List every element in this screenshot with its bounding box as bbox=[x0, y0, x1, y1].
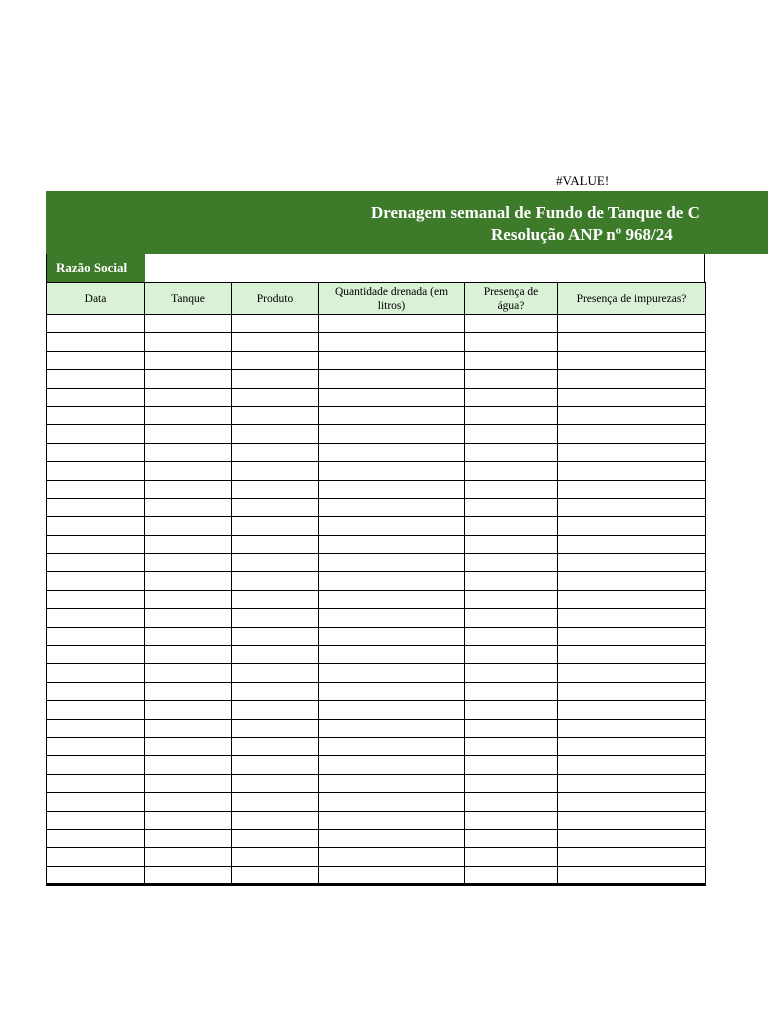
table-cell[interactable] bbox=[145, 609, 232, 627]
table-cell[interactable] bbox=[465, 333, 558, 351]
table-row bbox=[47, 848, 706, 866]
table-cell[interactable] bbox=[145, 554, 232, 572]
table-cell[interactable] bbox=[558, 590, 706, 608]
table-cell[interactable] bbox=[145, 701, 232, 719]
table-cell[interactable] bbox=[47, 848, 145, 866]
razao-social-label: Razão Social bbox=[47, 254, 145, 282]
table-cell[interactable] bbox=[319, 590, 465, 608]
table-cell[interactable] bbox=[145, 406, 232, 424]
table-row bbox=[47, 480, 706, 498]
table-cell[interactable] bbox=[47, 664, 145, 682]
table-cell[interactable] bbox=[465, 646, 558, 664]
table-cell[interactable] bbox=[47, 719, 145, 737]
table-cell[interactable] bbox=[145, 646, 232, 664]
table-cell[interactable] bbox=[465, 498, 558, 516]
table-cell[interactable] bbox=[558, 315, 706, 333]
table-cell[interactable] bbox=[465, 609, 558, 627]
table-cell[interactable] bbox=[232, 774, 319, 792]
table-cell[interactable] bbox=[145, 462, 232, 480]
table-cell[interactable] bbox=[232, 737, 319, 755]
document-subtitle: Resolução ANP nº 968/24 bbox=[491, 225, 673, 244]
table-cell[interactable] bbox=[465, 480, 558, 498]
table-cell[interactable] bbox=[47, 646, 145, 664]
table-cell[interactable] bbox=[47, 866, 145, 884]
table-cell[interactable] bbox=[319, 701, 465, 719]
table-cell[interactable] bbox=[558, 866, 706, 884]
table-cell[interactable] bbox=[465, 701, 558, 719]
table-cell[interactable] bbox=[47, 627, 145, 645]
table-row bbox=[47, 793, 706, 811]
table-cell[interactable] bbox=[145, 737, 232, 755]
table-cell[interactable] bbox=[145, 719, 232, 737]
table-cell[interactable] bbox=[232, 462, 319, 480]
table-cell[interactable] bbox=[145, 315, 232, 333]
table-cell[interactable] bbox=[319, 774, 465, 792]
table-cell[interactable] bbox=[465, 315, 558, 333]
table-cell[interactable] bbox=[47, 572, 145, 590]
table-cell[interactable] bbox=[319, 866, 465, 884]
table-cell[interactable] bbox=[232, 425, 319, 443]
table-cell[interactable] bbox=[319, 517, 465, 535]
table-cell[interactable] bbox=[465, 664, 558, 682]
table-cell[interactable] bbox=[319, 572, 465, 590]
table-cell[interactable] bbox=[47, 793, 145, 811]
table-cell[interactable] bbox=[465, 848, 558, 866]
table-cell[interactable] bbox=[232, 498, 319, 516]
column-header-agua: Presença de água? bbox=[465, 283, 558, 315]
table-row bbox=[47, 517, 706, 535]
table-row bbox=[47, 664, 706, 682]
razao-social-row bbox=[46, 254, 705, 282]
table-cell[interactable] bbox=[47, 480, 145, 498]
table-cell[interactable] bbox=[47, 315, 145, 333]
table-cell[interactable] bbox=[47, 756, 145, 774]
table-cell[interactable] bbox=[319, 646, 465, 664]
table-cell[interactable] bbox=[558, 572, 706, 590]
table-row bbox=[47, 351, 706, 369]
table-cell[interactable] bbox=[558, 737, 706, 755]
table-cell[interactable] bbox=[232, 811, 319, 829]
table-cell[interactable] bbox=[145, 590, 232, 608]
table-row bbox=[47, 774, 706, 792]
table-cell[interactable] bbox=[319, 406, 465, 424]
table-cell[interactable] bbox=[465, 388, 558, 406]
table-cell[interactable] bbox=[232, 646, 319, 664]
table-cell[interactable] bbox=[465, 535, 558, 553]
table-cell[interactable] bbox=[145, 829, 232, 847]
table-row bbox=[47, 719, 706, 737]
table-cell[interactable] bbox=[558, 480, 706, 498]
table-cell[interactable] bbox=[558, 829, 706, 847]
table-header-row bbox=[47, 283, 706, 315]
table-cell[interactable] bbox=[465, 351, 558, 369]
table-cell[interactable] bbox=[47, 811, 145, 829]
table-cell[interactable] bbox=[47, 443, 145, 461]
table-cell[interactable] bbox=[232, 480, 319, 498]
table-cell[interactable] bbox=[47, 425, 145, 443]
table-row bbox=[47, 462, 706, 480]
table-cell[interactable] bbox=[558, 701, 706, 719]
table-cell[interactable] bbox=[232, 351, 319, 369]
column-header-tanque: Tanque bbox=[145, 283, 232, 315]
table-cell[interactable] bbox=[145, 682, 232, 700]
table-cell[interactable] bbox=[145, 535, 232, 553]
table-cell[interactable] bbox=[319, 333, 465, 351]
table-cell[interactable] bbox=[319, 351, 465, 369]
table-cell[interactable] bbox=[465, 627, 558, 645]
table-cell[interactable] bbox=[319, 737, 465, 755]
table-cell[interactable] bbox=[319, 535, 465, 553]
table-cell[interactable] bbox=[465, 719, 558, 737]
table-cell[interactable] bbox=[558, 609, 706, 627]
table-cell[interactable] bbox=[319, 498, 465, 516]
table-cell[interactable] bbox=[47, 351, 145, 369]
table-cell[interactable] bbox=[558, 425, 706, 443]
table-cell[interactable] bbox=[232, 664, 319, 682]
table-cell[interactable] bbox=[145, 793, 232, 811]
table-cell[interactable] bbox=[319, 388, 465, 406]
drainage-table bbox=[46, 282, 706, 886]
table-cell[interactable] bbox=[232, 701, 319, 719]
table-row bbox=[47, 315, 706, 333]
table-row bbox=[47, 554, 706, 572]
table-cell[interactable] bbox=[319, 664, 465, 682]
table-cell[interactable] bbox=[558, 719, 706, 737]
table-cell[interactable] bbox=[145, 774, 232, 792]
table-cell[interactable] bbox=[145, 351, 232, 369]
table-cell[interactable] bbox=[558, 351, 706, 369]
table-cell[interactable] bbox=[465, 774, 558, 792]
table-cell[interactable] bbox=[145, 627, 232, 645]
table-row bbox=[47, 701, 706, 719]
table-cell[interactable] bbox=[232, 590, 319, 608]
table-row bbox=[47, 406, 706, 424]
table-cell[interactable] bbox=[319, 756, 465, 774]
table-cell[interactable] bbox=[558, 793, 706, 811]
table-cell[interactable] bbox=[47, 498, 145, 516]
table-cell[interactable] bbox=[558, 333, 706, 351]
table-cell[interactable] bbox=[47, 609, 145, 627]
table-cell[interactable] bbox=[558, 517, 706, 535]
table-cell[interactable] bbox=[47, 554, 145, 572]
table-cell[interactable] bbox=[232, 315, 319, 333]
table-cell[interactable] bbox=[47, 829, 145, 847]
table-cell[interactable] bbox=[47, 462, 145, 480]
table-cell[interactable] bbox=[319, 554, 465, 572]
table-cell[interactable] bbox=[319, 425, 465, 443]
table-cell[interactable] bbox=[558, 370, 706, 388]
table-cell[interactable] bbox=[145, 480, 232, 498]
table-cell[interactable] bbox=[319, 719, 465, 737]
table-cell[interactable] bbox=[558, 388, 706, 406]
table-cell[interactable] bbox=[47, 701, 145, 719]
table-cell[interactable] bbox=[558, 627, 706, 645]
table-cell[interactable] bbox=[558, 664, 706, 682]
table-cell[interactable] bbox=[558, 774, 706, 792]
table-cell[interactable] bbox=[319, 682, 465, 700]
table-row bbox=[47, 682, 706, 700]
table-cell[interactable] bbox=[232, 793, 319, 811]
table-cell[interactable] bbox=[319, 480, 465, 498]
table-row bbox=[47, 627, 706, 645]
table-cell[interactable] bbox=[319, 811, 465, 829]
table-row bbox=[47, 756, 706, 774]
table-cell[interactable] bbox=[558, 756, 706, 774]
table-cell[interactable] bbox=[145, 866, 232, 884]
table-cell[interactable] bbox=[319, 443, 465, 461]
table-cell[interactable] bbox=[465, 737, 558, 755]
table-cell[interactable] bbox=[465, 554, 558, 572]
table-cell[interactable] bbox=[47, 406, 145, 424]
table-cell[interactable] bbox=[465, 682, 558, 700]
table-cell[interactable] bbox=[232, 388, 319, 406]
table-cell[interactable] bbox=[465, 572, 558, 590]
table-cell[interactable] bbox=[319, 793, 465, 811]
table-cell[interactable] bbox=[465, 866, 558, 884]
column-header-data: Data bbox=[47, 283, 145, 315]
table-row bbox=[47, 646, 706, 664]
table-cell[interactable] bbox=[145, 425, 232, 443]
table-cell[interactable] bbox=[465, 829, 558, 847]
table-row bbox=[47, 609, 706, 627]
table-cell[interactable] bbox=[232, 609, 319, 627]
table-cell[interactable] bbox=[232, 682, 319, 700]
table-cell[interactable] bbox=[319, 462, 465, 480]
table-cell[interactable] bbox=[465, 462, 558, 480]
table-cell[interactable] bbox=[47, 517, 145, 535]
document-title: Drenagem semanal de Fundo de Tanque de C bbox=[371, 203, 700, 222]
table-cell[interactable] bbox=[145, 664, 232, 682]
table-cell[interactable] bbox=[232, 866, 319, 884]
table-row bbox=[47, 737, 706, 755]
table-cell[interactable] bbox=[145, 848, 232, 866]
table-cell[interactable] bbox=[47, 535, 145, 553]
table-cell[interactable] bbox=[145, 811, 232, 829]
table-row bbox=[47, 535, 706, 553]
table-cell[interactable] bbox=[558, 554, 706, 572]
table-cell[interactable] bbox=[145, 517, 232, 535]
table-body bbox=[47, 315, 706, 885]
table-cell[interactable] bbox=[232, 535, 319, 553]
table-cell[interactable] bbox=[232, 554, 319, 572]
table-cell[interactable] bbox=[145, 388, 232, 406]
table-cell[interactable] bbox=[47, 388, 145, 406]
table-cell[interactable] bbox=[558, 462, 706, 480]
table-cell[interactable] bbox=[465, 811, 558, 829]
table-cell[interactable] bbox=[558, 682, 706, 700]
table-row bbox=[47, 829, 706, 847]
table-cell[interactable] bbox=[145, 498, 232, 516]
table-cell[interactable] bbox=[232, 333, 319, 351]
table-cell[interactable] bbox=[465, 590, 558, 608]
table-cell[interactable] bbox=[232, 756, 319, 774]
table-cell[interactable] bbox=[47, 370, 145, 388]
table-cell[interactable] bbox=[47, 737, 145, 755]
table-row bbox=[47, 388, 706, 406]
table-cell[interactable] bbox=[232, 829, 319, 847]
table-cell[interactable] bbox=[47, 774, 145, 792]
table-cell[interactable] bbox=[465, 756, 558, 774]
table-cell[interactable] bbox=[558, 535, 706, 553]
table-cell[interactable] bbox=[47, 590, 145, 608]
title-banner bbox=[46, 191, 768, 254]
table-cell[interactable] bbox=[232, 517, 319, 535]
table-row bbox=[47, 498, 706, 516]
razao-social-input[interactable] bbox=[145, 254, 704, 282]
column-header-impurezas: Presença de impurezas? bbox=[558, 283, 706, 315]
table-cell[interactable] bbox=[319, 627, 465, 645]
error-value-cell[interactable]: #VALUE! bbox=[556, 173, 610, 188]
table-cell[interactable] bbox=[145, 443, 232, 461]
table-row bbox=[47, 425, 706, 443]
table-cell[interactable] bbox=[465, 406, 558, 424]
table-cell[interactable] bbox=[232, 719, 319, 737]
table-cell[interactable] bbox=[232, 443, 319, 461]
table-cell[interactable] bbox=[232, 406, 319, 424]
table-cell[interactable] bbox=[558, 498, 706, 516]
table-row bbox=[47, 811, 706, 829]
table-row bbox=[47, 333, 706, 351]
table-cell[interactable] bbox=[465, 425, 558, 443]
table-cell[interactable] bbox=[465, 370, 558, 388]
table-cell[interactable] bbox=[145, 370, 232, 388]
table-cell[interactable] bbox=[47, 333, 145, 351]
table-cell[interactable] bbox=[145, 333, 232, 351]
table-cell[interactable] bbox=[232, 572, 319, 590]
table-row bbox=[47, 370, 706, 388]
table-cell[interactable] bbox=[558, 646, 706, 664]
table-cell[interactable] bbox=[558, 811, 706, 829]
table-cell[interactable] bbox=[232, 627, 319, 645]
table-row bbox=[47, 590, 706, 608]
table-cell[interactable] bbox=[465, 443, 558, 461]
table-cell[interactable] bbox=[558, 443, 706, 461]
table-cell[interactable] bbox=[232, 370, 319, 388]
table-cell[interactable] bbox=[465, 517, 558, 535]
table-cell[interactable] bbox=[319, 315, 465, 333]
table-cell[interactable] bbox=[319, 848, 465, 866]
table-cell[interactable] bbox=[232, 848, 319, 866]
table-cell[interactable] bbox=[47, 682, 145, 700]
table-cell[interactable] bbox=[319, 609, 465, 627]
column-header-quantidade: Quantidade drenada (em litros) bbox=[319, 283, 465, 315]
table-cell[interactable] bbox=[319, 370, 465, 388]
table-row bbox=[47, 443, 706, 461]
table-row bbox=[47, 572, 706, 590]
drainage-sheet bbox=[46, 254, 705, 886]
table-cell[interactable] bbox=[558, 848, 706, 866]
table-cell[interactable] bbox=[319, 829, 465, 847]
table-cell[interactable] bbox=[145, 572, 232, 590]
table-row bbox=[47, 866, 706, 884]
table-cell[interactable] bbox=[145, 756, 232, 774]
table-cell[interactable] bbox=[558, 406, 706, 424]
column-header-produto: Produto bbox=[232, 283, 319, 315]
table-cell[interactable] bbox=[465, 793, 558, 811]
